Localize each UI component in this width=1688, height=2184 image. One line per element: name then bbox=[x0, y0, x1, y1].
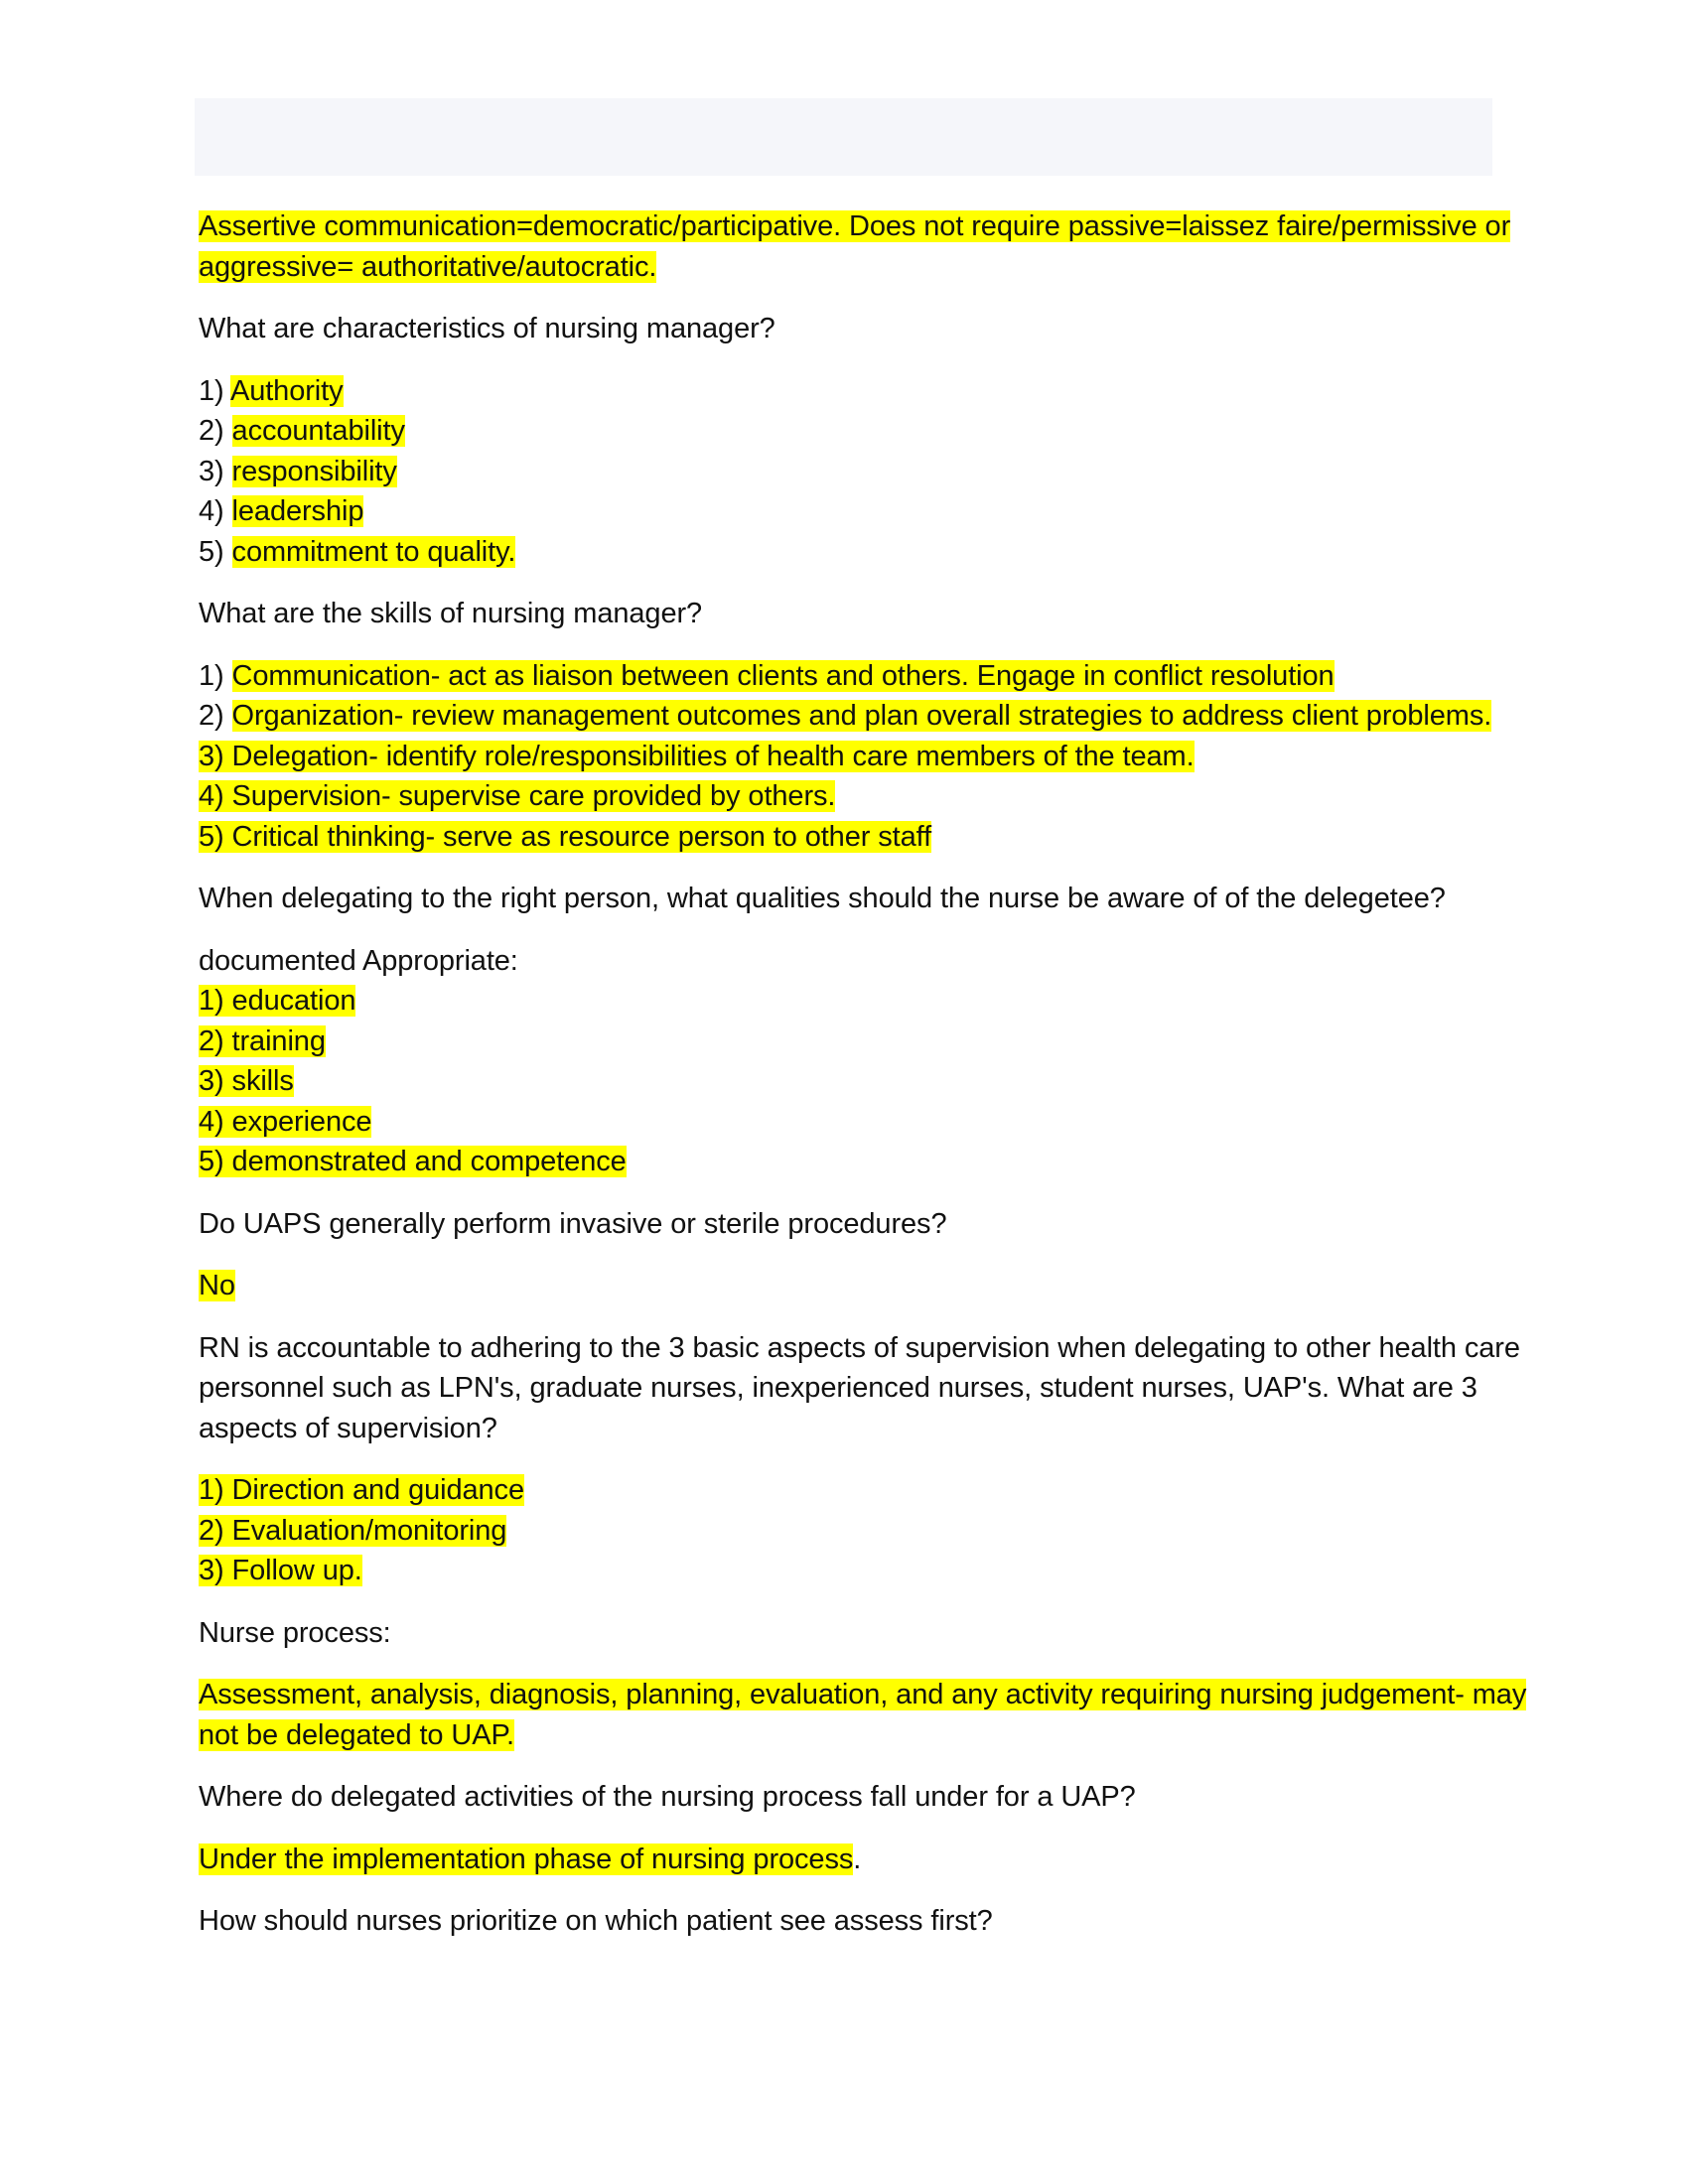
list-item: 1) Authority bbox=[199, 374, 344, 407]
list-supervision-aspects bbox=[199, 1470, 1499, 1591]
list-item: 3) Follow up. bbox=[199, 1555, 362, 1586]
question-text: Do UAPS generally perform invasive or sterile procedures? bbox=[199, 1207, 947, 1240]
intro-line-1: Assertive communication=democratic/participative. Does not require passive=laissez faire/permissive or bbox=[199, 210, 1511, 242]
answer-text: Under the implementation phase of nursing process bbox=[199, 1843, 854, 1875]
question-line: RN is accountable to adhering to the 3 basic aspects of supervision when delegating to other health care bbox=[199, 1331, 1520, 1364]
list-item: 2) accountability bbox=[199, 415, 405, 447]
question-text: Nurse process: bbox=[199, 1616, 391, 1649]
list-item: 2) Evaluation/monitoring bbox=[199, 1514, 507, 1547]
question-skills bbox=[199, 594, 1499, 634]
intro-line-2: aggressive= authoritative/autocratic. bbox=[199, 250, 657, 283]
list-lead: documented Appropriate: bbox=[199, 944, 518, 977]
list-item: 2) Organization- review management outcomes and plan overall strategies to address client problems. bbox=[199, 700, 1492, 732]
document-body bbox=[199, 206, 1527, 1964]
list-item: 1) Direction and guidance bbox=[199, 1474, 524, 1506]
question-text: Where do delegated activities of the nursing process fall under for a UAP? bbox=[199, 1781, 1136, 1813]
list-item: 2) training bbox=[199, 1024, 326, 1057]
question-characteristics bbox=[199, 309, 1499, 349]
list-skills bbox=[199, 656, 1499, 858]
answer-tail: . bbox=[853, 1843, 862, 1875]
answer-delegated-activities bbox=[199, 1840, 1499, 1880]
question-text: What are the skills of nursing manager? bbox=[199, 598, 703, 629]
list-item: 3) responsibility bbox=[199, 455, 397, 487]
list-item: 3) Delegation- identify role/responsibilities of health care members of the team. bbox=[199, 740, 1195, 772]
question-line: personnel such as LPN's, graduate nurses, inexperienced nurses, student nurses, UAP's. What are 3 bbox=[199, 1372, 1477, 1404]
list-item: 1) Communication- act as liaison between clients and others. Engage in conflict resolution bbox=[199, 659, 1335, 692]
list-item: 4) experience bbox=[199, 1105, 372, 1138]
question-nurse-process bbox=[199, 1613, 1499, 1654]
answer-uap-procedures bbox=[199, 1266, 1499, 1306]
answer-line-2: not be delegated to UAP. bbox=[199, 1718, 514, 1751]
question-supervision-aspects bbox=[199, 1328, 1520, 1449]
question-delegated-activities bbox=[199, 1777, 1499, 1818]
answer-line-1: Assessment, analysis, diagnosis, planning, evaluation, and any activity requiring nursing judgement- may bbox=[199, 1679, 1527, 1710]
list-characteristics bbox=[199, 371, 1499, 573]
list-item: 1) education bbox=[199, 985, 356, 1017]
question-line: aspects of supervision? bbox=[199, 1412, 497, 1444]
list-item: 4) Supervision- supervise care provided by others. bbox=[199, 780, 836, 812]
intro-paragraph bbox=[199, 206, 1511, 287]
answer-text: No bbox=[199, 1270, 235, 1301]
question-text: How should nurses prioritize on which patient see assess first? bbox=[199, 1905, 993, 1937]
list-item: 4) leadership bbox=[199, 495, 364, 527]
question-prioritize bbox=[199, 1901, 1499, 1942]
header-band bbox=[195, 98, 1492, 176]
question-text: What are characteristics of nursing manager? bbox=[199, 313, 775, 344]
answer-nurse-process bbox=[199, 1675, 1527, 1755]
question-uap-procedures bbox=[199, 1204, 1499, 1245]
question-text: When delegating to the right person, what qualities should the nurse be aware of of the delegetee? bbox=[199, 883, 1446, 914]
question-delegatee-qualities bbox=[199, 879, 1499, 919]
list-item: 5) commitment to quality. bbox=[199, 535, 516, 568]
list-item: 3) skills bbox=[199, 1065, 294, 1097]
list-delegatee-qualities bbox=[199, 941, 1499, 1182]
list-item: 5) Critical thinking- serve as resource person to other staff bbox=[199, 820, 932, 853]
list-item: 5) demonstrated and competence bbox=[199, 1146, 627, 1177]
